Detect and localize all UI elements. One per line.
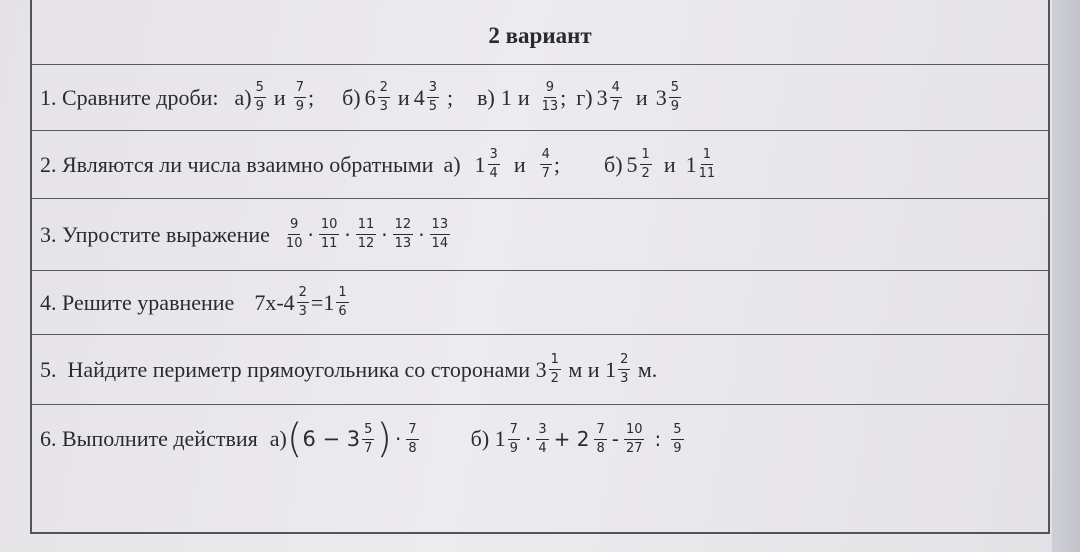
semicolon: ; (553, 151, 561, 177)
denominator: 3 (620, 371, 629, 386)
task-3-row (32, 198, 1048, 270)
equation-right: =1 (310, 289, 335, 315)
number: 1 (500, 84, 512, 110)
numerator: 2 (378, 80, 390, 98)
task-4-text (32, 285, 351, 320)
numerator: 10 (319, 217, 340, 235)
numerator: 1 (549, 352, 561, 370)
multiply-dot: · (381, 222, 388, 247)
fraction (540, 147, 552, 182)
numerator: 12 (393, 217, 414, 235)
numerator: 3 (536, 422, 548, 440)
fraction (356, 217, 377, 252)
word-and: и (397, 84, 410, 110)
divide-sign: : (654, 427, 662, 451)
denominator: 9 (673, 440, 682, 456)
whole-part: 5 (626, 151, 638, 177)
open-paren: ( (286, 416, 303, 462)
multiply-dot: · (395, 427, 402, 451)
denominator: 11 (320, 236, 338, 251)
task-3-text (32, 217, 452, 252)
numerator: 9 (544, 80, 556, 98)
numerator: 7 (406, 422, 418, 440)
label-b: б) (604, 151, 623, 177)
variant-title: 2 вариант (488, 23, 592, 48)
task-1-row (32, 64, 1048, 130)
numerator: 5 (362, 422, 374, 440)
whole-part: 1 (685, 151, 697, 177)
numerator: 5 (254, 80, 266, 98)
fraction (594, 422, 606, 457)
fraction (319, 217, 340, 252)
label-a: а) (269, 426, 287, 451)
denominator: 6 (338, 304, 347, 319)
numerator: 10 (624, 422, 645, 440)
label-a: а) (443, 151, 461, 177)
fraction (508, 422, 520, 457)
fraction (362, 422, 374, 457)
fraction (549, 352, 561, 387)
expression-part: 6 − 3 (302, 427, 361, 451)
fraction (671, 422, 683, 457)
task-4-lead: 4. Решите уравнение (40, 289, 235, 315)
whole-part: 6 (364, 84, 376, 110)
multiply-dot: · (344, 222, 351, 247)
denominator: 9 (509, 440, 518, 456)
fraction (297, 285, 309, 320)
numerator: 3 (427, 80, 439, 98)
numerator: 1 (336, 285, 348, 303)
task-table (30, 0, 1050, 534)
denominator: 9 (255, 99, 264, 114)
task-6-lead: 6. Выполните действия (40, 426, 258, 451)
denominator: 13 (394, 236, 412, 251)
close-paren: ) (376, 416, 392, 462)
fraction (378, 80, 390, 115)
fraction (430, 217, 451, 252)
denominator: 8 (408, 440, 417, 456)
fraction (669, 80, 681, 115)
numerator: 4 (540, 147, 552, 165)
word-and: и (517, 84, 530, 110)
fraction (699, 147, 716, 182)
equation-left: 7х-4 (254, 289, 295, 315)
task-5-end: м. (632, 356, 658, 382)
numerator: 4 (610, 80, 622, 98)
word-and: и (663, 151, 676, 177)
denominator: 2 (641, 166, 650, 181)
fraction (406, 422, 418, 457)
task-4-row (32, 270, 1048, 334)
denominator: 7 (541, 166, 550, 181)
multiply-dot: · (524, 427, 532, 451)
background-edge (1052, 0, 1080, 552)
numerator: 11 (356, 217, 377, 235)
label-b: б) (342, 84, 361, 110)
label-a: а) (234, 84, 252, 110)
numerator: 9 (288, 217, 300, 235)
task-5-text (32, 352, 657, 387)
fraction (542, 80, 559, 115)
numerator: 13 (430, 217, 451, 235)
label-g: г) (576, 84, 593, 110)
numerator: 7 (508, 422, 520, 440)
task-3-lead: 3. Упростите выражение (40, 221, 270, 247)
word-and: и (513, 151, 526, 177)
task-1-text (32, 80, 683, 115)
denominator: 5 (428, 99, 437, 114)
fraction (618, 352, 630, 387)
numerator: 1 (701, 147, 713, 165)
fraction (336, 285, 348, 320)
label-c: в) (477, 84, 495, 110)
minus-sign: - (611, 427, 619, 451)
denominator: 7 (364, 440, 373, 456)
semicolon: ; (307, 84, 315, 110)
multiply-dot: · (307, 222, 314, 247)
denominator: 9 (670, 99, 679, 114)
fraction (624, 422, 645, 457)
task-2-text (32, 147, 717, 182)
numerator: 2 (297, 285, 309, 303)
task-1-lead: 1. Сравните дроби: (40, 84, 219, 110)
denominator: 3 (298, 304, 307, 319)
fraction (536, 422, 548, 457)
denominator: 8 (596, 440, 605, 456)
whole-part: 1 (474, 151, 486, 177)
whole-part: 3 (655, 84, 667, 110)
denominator: 4 (489, 166, 498, 181)
plus-part: + 2 (553, 427, 590, 451)
fraction (393, 217, 414, 252)
word-and: и (635, 84, 648, 110)
numerator: 2 (618, 352, 630, 370)
task-6-row (32, 404, 1048, 536)
denominator: 11 (698, 166, 716, 181)
denominator: 12 (357, 236, 375, 251)
task-5-mid: м и 1 (562, 356, 617, 382)
denominator: 27 (625, 440, 643, 456)
denominator: 7 (611, 99, 620, 114)
fraction (427, 80, 439, 115)
whole-part: 3 (596, 84, 608, 110)
fraction (610, 80, 622, 115)
fraction (286, 217, 303, 252)
numerator: 7 (594, 422, 606, 440)
fraction (254, 80, 266, 115)
task-6-text (32, 416, 686, 462)
task-2-row (32, 130, 1048, 198)
task-2-lead: 2. Являются ли числа взаимно обратными (40, 151, 434, 177)
label-b: б) 1 (470, 426, 506, 451)
whole-part: 4 (413, 84, 425, 110)
denominator: 9 (295, 99, 304, 114)
denominator: 2 (550, 371, 559, 386)
fraction (640, 147, 652, 182)
numerator: 5 (671, 422, 683, 440)
task-5-row (32, 334, 1048, 404)
semicolon: ; (446, 84, 454, 110)
fraction (294, 80, 306, 115)
numerator: 7 (294, 80, 306, 98)
header-row (32, 2, 1048, 64)
denominator: 3 (379, 99, 388, 114)
denominator: 10 (285, 236, 303, 251)
denominator: 14 (431, 236, 449, 251)
multiply-dot: · (418, 222, 425, 247)
numerator: 5 (669, 80, 681, 98)
denominator: 13 (541, 99, 559, 114)
denominator: 4 (538, 440, 547, 456)
fraction (488, 147, 500, 182)
task-5-lead: 5. Найдите периметр прямоугольника со сторонами 3 (40, 356, 547, 382)
numerator: 1 (640, 147, 652, 165)
word-and: и (273, 84, 286, 110)
numerator: 3 (488, 147, 500, 165)
semicolon: ; (560, 84, 567, 110)
